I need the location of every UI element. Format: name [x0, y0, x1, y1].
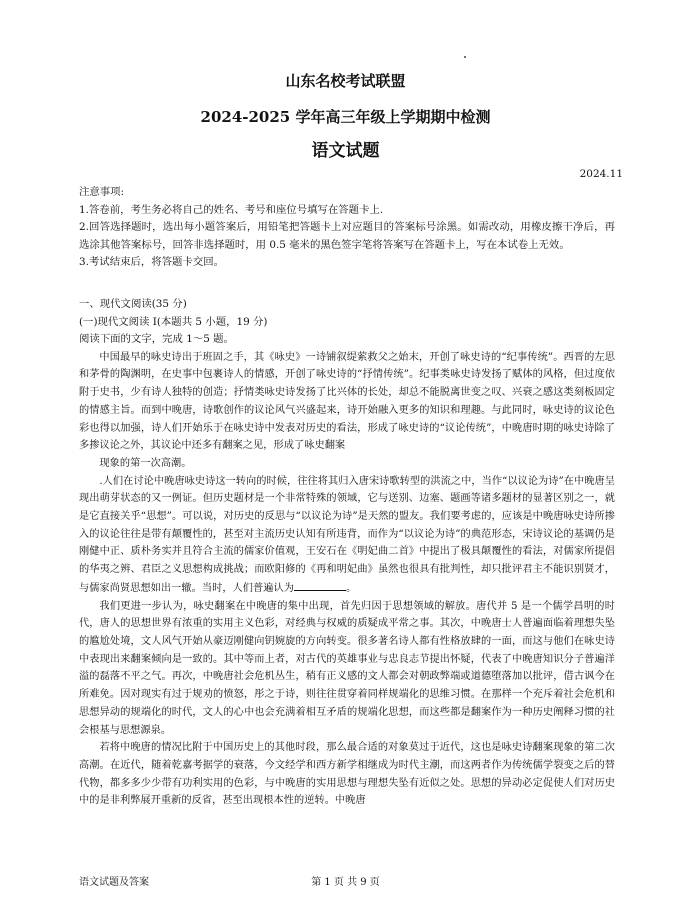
subject-title: 语文试题 [311, 141, 380, 161]
passage-paragraph: 中国最早的咏史诗出于班固之手，其《咏史》一诗铺叙缇萦救父之始末，开创了咏史诗的“纪事传统”。西晋的左思和茅骨的陶渊明，在史事中包裹诗人的情感，开创了咏史诗的“抒情传统”。纪事类咏史诗发扬了赋体的风格，但过度依附于史书，少有诗人独特的创造；抒情类咏史诗发扬了比兴体的长处，却总不能脱离世变之叹、兴衰之感这类刻板固定的情感主旨。而到中晚唐，诗歌创作的议论风气兴盛起来，诗开始融入更多的知识和理趣。与此同时，咏史诗的议论色彩也得以加强，诗人们开始乐于在咏史诗中发表对历史的看法，形成了咏史诗的“议论传统”，中晚唐时期的咏史诗除了多掺议论之外，其议论中还多有翻案之见，形成了咏史翻案 [79, 351, 615, 452]
notes-section [79, 184, 615, 272]
footer-doc-name: 语文试题及答案 [79, 877, 149, 888]
passage-text: 。 [346, 582, 357, 594]
spacer [79, 272, 615, 296]
page-body [79, 184, 615, 810]
note-item: 2.回答选择题时，选出每小题答案后，用铅笔把答题卡上对应题目的答案标号涂黑。如需改动，用橡皮擦干净后，再选涂其他答案标号，回答非选择题时，用 0.5 毫米的黑色签字笔将答案写在答题卡上，写在本试卷上无效。 [79, 221, 615, 251]
note-item: 3.考试结束后，将答题卡交回。 [79, 256, 224, 269]
footer-page-number: 第 1 页 共 9 页 [311, 877, 380, 888]
alliance-title: 山东名校考试联盟 [285, 72, 406, 90]
passage-paragraph: 现象的第一次高潮。 [99, 457, 192, 469]
passage-text: .人们在讨论中晚唐咏史诗这一转向的时候，往往将其归入唐宋诗歌转型的洪流之中，当作“以议论为诗”在中晚唐呈现出萌芽状态的又一例证。但历史题材是一个非常特殊的领域，它与送别、边塞、题画等诸多题材的显著区别之一，就是它直接关乎“思想”。可以说，对历史的反思与“以议论为诗”是天然的盟友。我们要考虑的，应该是中晚唐咏史诗所掺入的议论往往是带有颠覆性的，甚至对主流历史认知有所违背，而作为“以议论为诗”的典范形态，宋诗议论的基调仍是刚健中正、质朴务实并且符合主流的儒家价值观，王安石在《明妃曲二首》中提出了极具颠覆性的看法，对儒家所提倡的华夷之辨、君臣之义思想构成挑战；而欧阳修的《再和明妃曲》虽然也很具有批判性，却只批评君主不能识别贤才，与儒家尚贤思想如出一辙。当时，人们普遍认为 [79, 475, 615, 594]
scan-speck [464, 56, 466, 58]
section-sub-title: (一)现代文阅读 I(本题共 5 小题，19 分) [79, 315, 268, 328]
notes-title: 注意事项: [79, 186, 125, 198]
passage-paragraph: 若将中晚唐的情况比附于中国历史上的其他时段，那么最合适的对象莫过于近代，这也是咏史诗翻案现象的第二次高潮。在近代，随着乾嘉考据学的衰落，今文经学和西方新学相继成为时代主潮，而这两者作为传统儒学裂变之后的替代物，都多多少少带有功利实用的色彩，与中晚唐的实用思想与理想失坠有近似之处。思想的异动必定促使人们对历史中的是非利弊展开重新的反省，甚至出现根本性的逆转。中晚唐 [79, 742, 615, 807]
passage-paragraph: 我们更进一步认为，咏史翻案在中晚唐的集中出现，首先归因于思想领域的解放。唐代并 5 是一个儒学昌明的时代，唐人的思想世界有浓重的实用主义色彩，对经典与权威的质疑成平常之事。其次，中晚唐士人普遍面临着理想失坠的尴尬处境，文人风气开始从豪迈刚健向钥婉旋的方向转变。很多著名诗人都有性格放肆的一面，而这与他们在咏史诗中表现出来翻案倾向是一致的。其中等而上者，对古代的英雄事业与忠良志节提出怀疑，代表了中晚唐知识分子普遍洋溢的磊落不平之气。再次，中晚唐社会危机丛生，稍有正义感的文人都会对朝政弊端或道德堕落加以批评，借古讽今在所难免。因对现实有过于规劝的愤怒，彤之于诗，则往往贯穿着同样规端化的思维习惯。在那样一个充斥着社会危机和思想异动的规端化的时代，文人的心中也会充满着相互矛盾的规端化思想，而这些都是翻案作为一种历史阐释习惯的社会根基与思想源泉。 [79, 600, 615, 736]
exam-date: 2024.11 [579, 168, 623, 180]
section-part-title: 一、现代文阅读(35 分) [79, 297, 187, 310]
exam-title: 2024-2025 学年高三年级上学期期中检测 [200, 108, 491, 126]
fill-in-blank [294, 579, 346, 591]
section-instruction: 阅读下面的文字，完成 1～5 题。 [79, 333, 234, 346]
passage-paragraph [79, 473, 615, 598]
reading-passage [79, 349, 615, 810]
note-item: 1.答卷前，考生务必将自己的姓名、考号和座位号填写在答题卡上. [79, 203, 384, 216]
